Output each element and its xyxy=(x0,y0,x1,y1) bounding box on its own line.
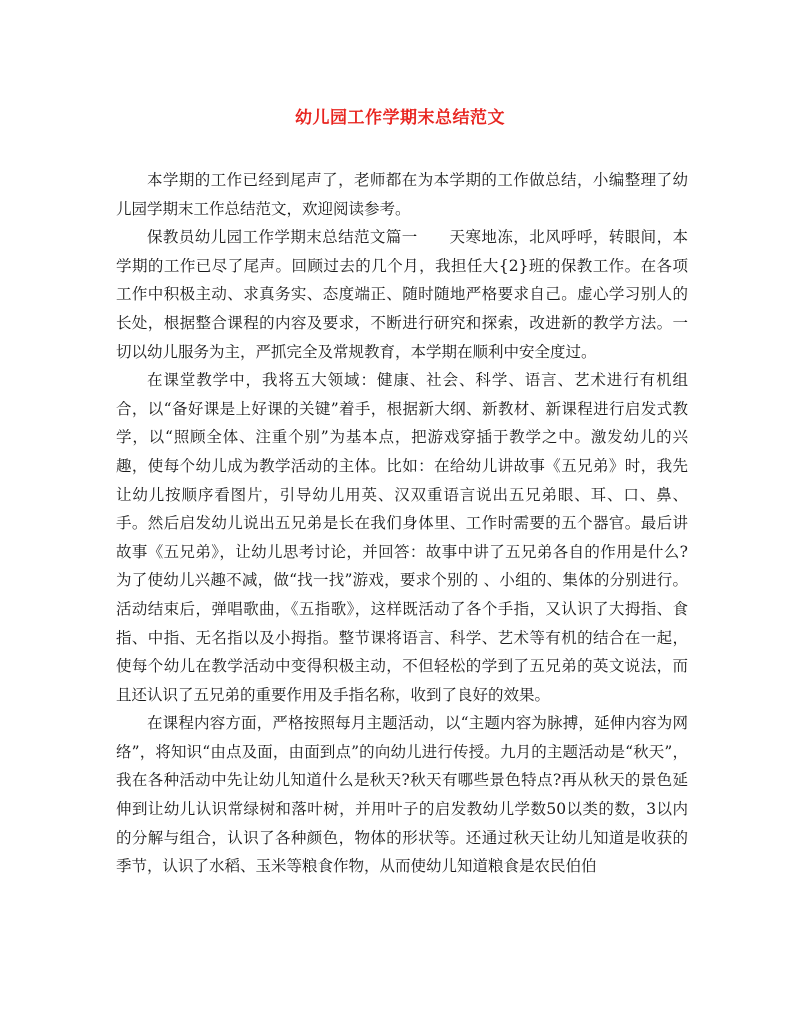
course-content-paragraph: 在课程内容方面，严格按照每月主题活动，以“主题内容为脉搏，延伸内容为网络”，将知识“由点及面，由面到点”的向幼儿进行传授。九月的主题活动是“秋天”，我在各种活动中先让幼儿知道什么是秋天?秋天有哪些景色特点?再从秋天的景色延伸到让幼儿认识常绿树和落叶树，并用叶子的启发教幼儿学数50以类的数，3以内的分解与组合，认识了各种颜色，物体的形状等。还通过秋天让幼儿知道是收获的季节，认识了水稻、玉米等粮食作物，从而使幼儿知道粮食是农民伯伯 xyxy=(116,714,688,876)
classroom-teaching-paragraph: 在课堂教学中，我将五大领域：健康、社会、科学、语言、艺术进行有机组合，以“备好课是上好课的关键”着手，根据新大纲、新教材、新课程进行启发式教学，以“照顾全体、注重个别”为基本点，把游戏穿插于教学之中。激发幼儿的兴趣，使每个幼儿成为教学活动的主体。比如：在给幼儿讲故事《五兄弟》时，我先让幼儿按顺序看图片，引导幼儿用英、汉双重语言说出五兄弟眼、耳、口、鼻、手。然后启发幼儿说出五兄弟是长在我们身体里、工作时需要的五个器官。最后讲故事《五兄弟》，让幼儿思考讨论，并回答：故事中讲了五兄弟各自的作用是什么?为了使幼儿兴趣不减，做“找一找”游戏，要求个别的 、小组的、集体的分别进行。活动结束后，弹唱歌曲，《五指歌》，这样既活动了各个手指，又认识了大拇指、食指、中指、无名指以及小拇指。整节课将语言、科学、艺术等有机的结合在一起，使每个幼儿在教学活动中变得积极主动，不但轻松的学到了五兄弟的英文说法，而且还认识了五兄弟的重要作用及手指名称，收到了良好的效果。 xyxy=(116,371,688,704)
document-body xyxy=(116,166,688,881)
document-title: 幼儿园工作学期末总结范文 xyxy=(295,108,505,128)
intro-paragraph: 本学期的工作已经到尾声了，老师都在为本学期的工作做总结，小编整理了幼儿园学期末工作总结范文，欢迎阅读参考。 xyxy=(116,171,688,218)
section-one-paragraph: 保教员幼儿园工作学期末总结范文篇一 天寒地冻，北风呼呼，转眼间，本学期的工作已尽了尾声。回顾过去的几个月，我担任大{2}班的保教工作。在各项工作中积极主动、求真务实、态度端正、随时随地严格要求自己。虚心学习别人的长处，根据整合课程的内容及要求，不断进行研究和探索，改进新的教学方法。一切以幼儿服务为主，严抓完全及常规教育，本学期在顺利中安全度过。 xyxy=(116,228,688,361)
